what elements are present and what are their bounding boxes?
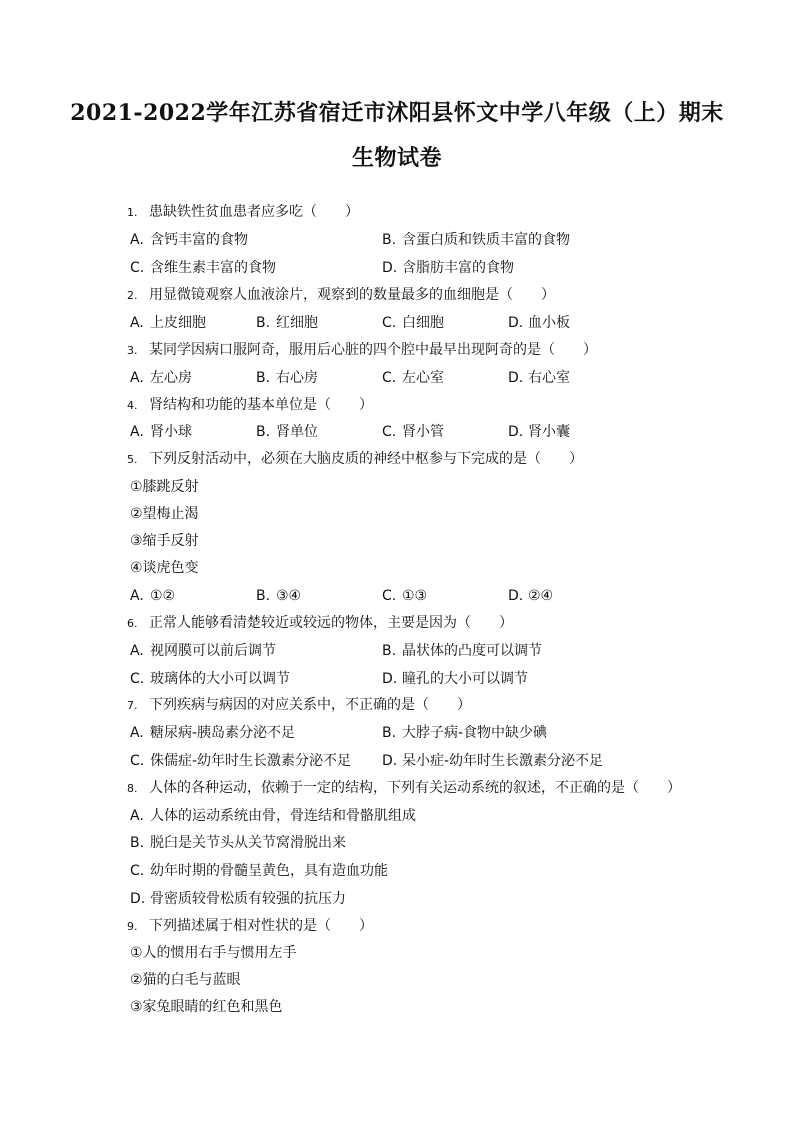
option-6c: C. 玻璃体的大小可以调节 <box>130 671 290 687</box>
statement-5-4: ④谈虎色变 <box>130 560 199 576</box>
option-7d: D. 呆小症-幼年时生长激素分泌不足 <box>382 753 604 769</box>
statement-9-3: ③家兔眼睛的红色和黑色 <box>130 999 283 1015</box>
question-number: 4. <box>127 399 138 412</box>
option-1b: B. 含蛋白质和铁质丰富的食物 <box>382 232 570 248</box>
statement-9-2: ②猫的白毛与蓝眼 <box>130 972 241 988</box>
option-6d: D. 瞳孔的大小可以调节 <box>382 671 528 687</box>
question-text: 人体的各种运动，依赖于一定的结构，下列有关运动系统的叙述，不正确的是（ ） <box>149 780 681 796</box>
question-number: 5. <box>127 453 138 466</box>
option-1c: C. 含维生素丰富的食物 <box>130 260 276 276</box>
option-2c: C. 白细胞 <box>382 315 444 331</box>
question-number: 1. <box>127 206 138 219</box>
question-text: 肾结构和功能的基本单位是（ ） <box>149 397 373 413</box>
question-number: 6. <box>127 617 138 630</box>
exam-title-line2: 生物试卷 <box>351 145 442 171</box>
question-text: 某同学因病口服阿奇，服用后心脏的四个腔中最早出现阿奇的是（ ） <box>149 342 597 358</box>
option-2a: A. 上皮细胞 <box>130 315 206 331</box>
option-4d: D. 肾小囊 <box>508 424 570 440</box>
question-text: 下列反射活动中，必须在大脑皮质的神经中枢参与下完成的是（ ） <box>149 451 583 467</box>
statement-5-2: ②望梅止渴 <box>130 506 199 522</box>
option-2b: B. 红细胞 <box>256 315 318 331</box>
option-3d: D. 右心室 <box>508 370 570 386</box>
question-3 <box>127 341 597 360</box>
question-9 <box>127 917 373 936</box>
option-6a: A. 视网膜可以前后调节 <box>130 643 276 659</box>
option-3b: B. 右心房 <box>256 370 318 386</box>
question-number: 8. <box>127 782 138 795</box>
option-8c: C. 幼年时期的骨髓呈黄色，具有造血功能 <box>130 863 388 879</box>
option-3c: C. 左心室 <box>382 370 444 386</box>
question-5 <box>127 450 583 469</box>
question-text: 下列描述属于相对性状的是（ ） <box>149 918 373 934</box>
option-4b: B. 肾单位 <box>256 424 318 440</box>
question-number: 9. <box>127 920 138 933</box>
question-2 <box>127 286 555 305</box>
statement-5-1: ①膝跳反射 <box>130 479 199 495</box>
exam-title-line1: 2021-2022学年江苏省宿迁市沭阳县怀文中学八年级（上）期末 <box>70 100 724 126</box>
question-number: 7. <box>127 699 138 712</box>
option-8a: A. 人体的运动系统由骨，骨连结和骨骼肌组成 <box>130 808 416 824</box>
option-5d: D. ②④ <box>508 588 554 604</box>
option-5b: B. ③④ <box>256 588 302 604</box>
question-text: 患缺铁性贫血患者应多吃（ ） <box>149 204 359 220</box>
option-8b: B. 脱臼是关节头从关节窝滑脱出来 <box>130 835 346 851</box>
question-7 <box>127 696 471 715</box>
option-2d: D. 血小板 <box>508 315 570 331</box>
option-1d: D. 含脂肪丰富的食物 <box>382 260 514 276</box>
option-6b: B. 晶状体的凸度可以调节 <box>382 643 542 659</box>
question-text: 正常人能够看清楚较近或较远的物体，主要是因为（ ） <box>149 615 513 631</box>
option-7b: B. 大脖子病-食物中缺少碘 <box>382 725 548 741</box>
question-number: 2. <box>127 289 138 302</box>
option-7a: A. 糖尿病-胰岛素分泌不足 <box>130 725 296 741</box>
option-1a: A. 含钙丰富的食物 <box>130 232 248 248</box>
option-4a: A. 肾小球 <box>130 424 192 440</box>
statement-5-3: ③缩手反射 <box>130 533 199 549</box>
option-8d: D. 骨密质较骨松质有较强的抗压力 <box>130 891 346 907</box>
question-number: 3. <box>127 344 138 357</box>
option-5a: A. ①② <box>130 588 176 604</box>
question-4 <box>127 396 373 415</box>
question-6 <box>127 614 513 633</box>
question-text: 用显微镜观察人血液涂片，观察到的数量最多的血细胞是（ ） <box>149 287 555 303</box>
option-7c: C. 侏儒症-幼年时生长激素分泌不足 <box>130 753 352 769</box>
statement-9-1: ①人的惯用右手与惯用左手 <box>130 945 297 961</box>
option-4c: C. 肾小管 <box>382 424 444 440</box>
option-3a: A. 左心房 <box>130 370 192 386</box>
option-5c: C. ①③ <box>382 588 428 604</box>
question-text: 下列疾病与病因的对应关系中，不正确的是（ ） <box>149 697 471 713</box>
question-8 <box>127 779 681 798</box>
question-1 <box>127 203 359 222</box>
